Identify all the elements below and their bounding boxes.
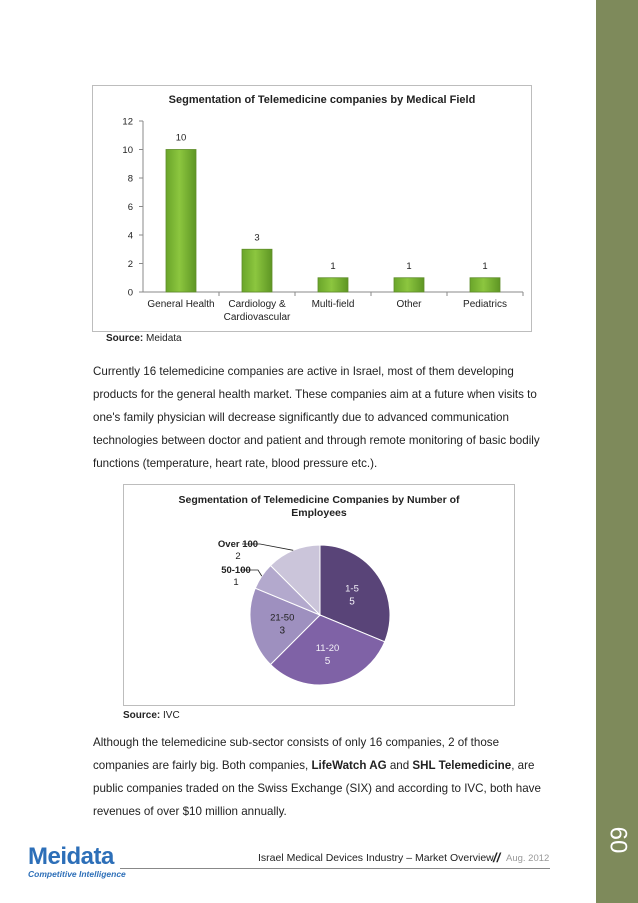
pie-value: 5 <box>349 596 355 608</box>
pie-chart-title: Employees <box>291 507 347 519</box>
bar <box>318 278 348 292</box>
paragraph-line: technologies between doctor and patient and through remote monitoring of basic bodily <box>93 434 540 447</box>
y-tick-label: 0 <box>127 287 133 299</box>
pie-value: 2 <box>235 551 241 562</box>
x-tick-label: General Health <box>147 299 215 310</box>
pie-chart-title: Segmentation of Telemedicine Companies by Number of <box>178 494 460 506</box>
paragraph-line: public companies traded on the Swiss Exchange (SIX) and according to IVC, both have <box>93 782 541 795</box>
pie-chart <box>124 485 514 705</box>
paragraph-intro <box>93 360 545 475</box>
company-lifewatch: LifeWatch AG <box>311 759 387 772</box>
bar-value-label: 1 <box>330 260 336 272</box>
footer-divider <box>120 868 550 869</box>
pie-label: Over 100 <box>217 539 259 550</box>
footer-separator: // <box>493 850 501 865</box>
pie-value: 1 <box>233 577 239 588</box>
paragraph-line: functions (temperature, heart rate, blood pressure etc.). <box>93 457 378 470</box>
pie-value: 3 <box>279 625 286 637</box>
bar-chart-title: Segmentation of Telemedicine companies by Medical Field <box>168 94 476 106</box>
y-tick-label: 12 <box>122 116 133 128</box>
bar-value-label: 3 <box>254 232 260 244</box>
bar-chart-source: Source: Meidata <box>106 333 182 344</box>
footer-title: Israel Medical Devices Industry – Market Overview <box>258 852 494 864</box>
bar-chart <box>93 86 531 331</box>
paragraph-line: companies are fairly big. Both companies, LifeWatch AG and SHL Telemedicine, are <box>93 759 535 772</box>
page-sidebar <box>596 0 638 903</box>
pie-chart-source: Source: IVC <box>123 710 180 721</box>
x-tick-label: Cardiovascular <box>223 312 291 323</box>
x-tick-label: Other <box>396 299 422 310</box>
bar-value-label: 1 <box>482 260 488 272</box>
footer-date: Aug. 2012 <box>506 853 550 864</box>
paragraph-line: revenues of over $10 million annually. <box>93 805 287 818</box>
paragraph-companies <box>93 731 545 823</box>
pie-label: 11-20 <box>315 642 340 654</box>
meidata-logo: Meidata Competitive Intelligence <box>28 843 126 879</box>
company-shl: SHL Telemedicine <box>412 759 512 772</box>
x-tick-label: Cardiology & <box>228 299 286 310</box>
pie-chart-frame <box>123 484 515 706</box>
bar-value-label: 10 <box>175 132 187 144</box>
pie-label: 50-100 <box>221 565 251 576</box>
pie-value: 5 <box>324 655 331 667</box>
y-tick-label: 10 <box>122 145 133 156</box>
bar <box>470 278 500 292</box>
y-tick-label: 6 <box>127 202 133 213</box>
paragraph-line: Although the telemedicine sub-sector consists of only 16 companies, 2 of those <box>93 736 500 749</box>
paragraph-line: Currently 16 telemedicine companies are active in Israel, most of them developing <box>93 365 514 378</box>
y-tick-label: 4 <box>127 230 133 242</box>
pie-label: 21-50 <box>270 612 295 624</box>
paragraph-line: products for the general health market. These companies aim at a future when visits to <box>93 388 537 401</box>
page-number: 60 <box>603 826 631 854</box>
bar <box>166 150 196 293</box>
y-tick-label: 8 <box>127 173 133 185</box>
x-tick-label: Multi-field <box>311 299 355 310</box>
paragraph-line: one's family physician will decrease significantly due to advanced communication <box>93 411 509 424</box>
bar-value-label: 1 <box>406 260 412 272</box>
bar <box>394 278 424 292</box>
bar <box>242 249 272 292</box>
bar-chart-frame <box>92 85 532 332</box>
x-tick-label: Pediatrics <box>463 299 507 310</box>
y-tick-label: 2 <box>127 259 133 270</box>
pie-label: 1-5 <box>345 583 359 595</box>
